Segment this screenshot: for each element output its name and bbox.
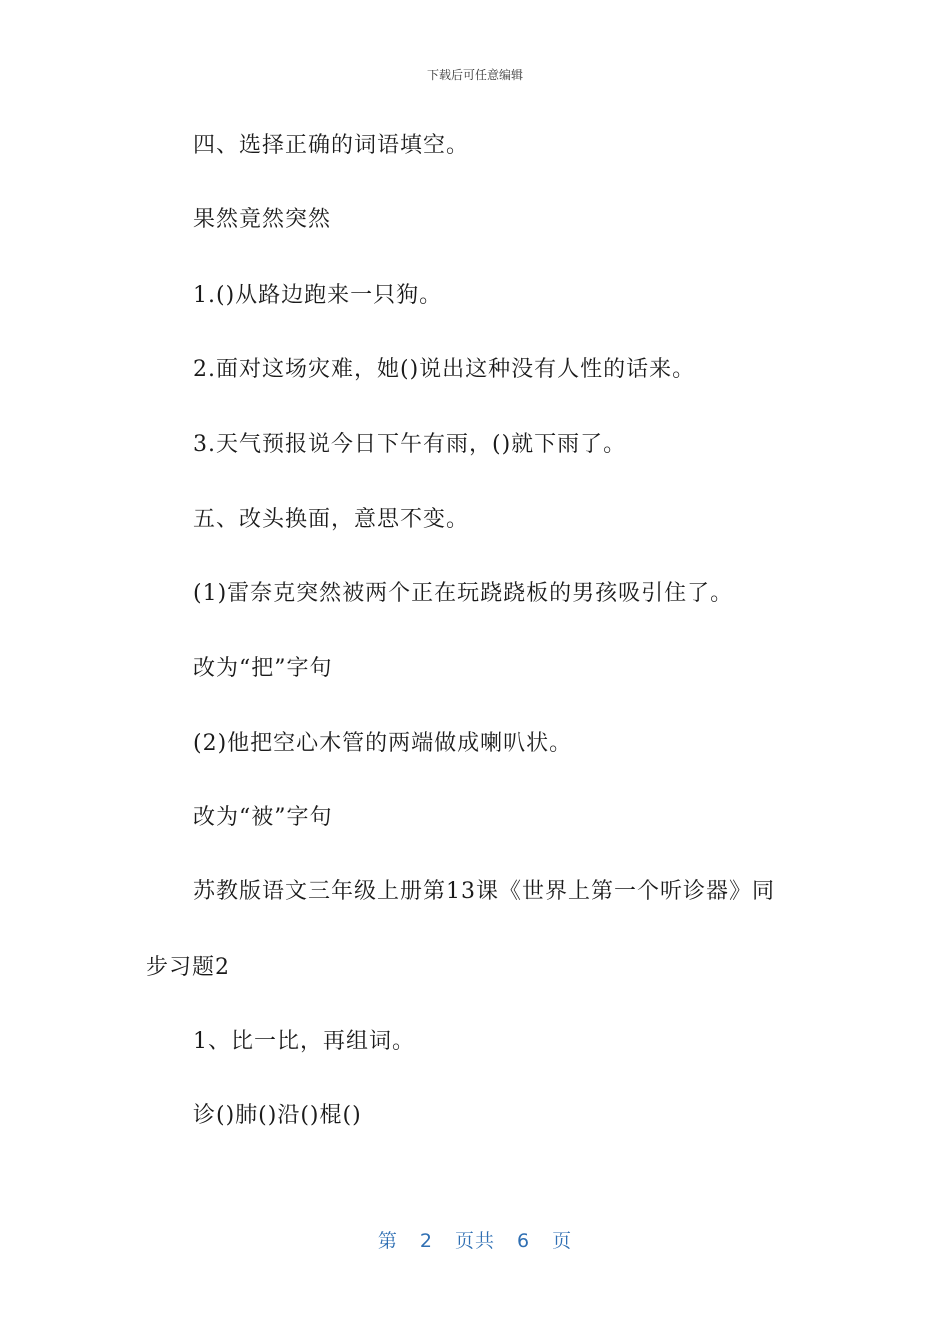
instruction-ba: 改为“把”字句 bbox=[193, 656, 333, 681]
page-mid: 页共 bbox=[454, 1230, 495, 1252]
question-2: 2.面对这场灾难，她()说出这种没有人性的话来。 bbox=[193, 357, 696, 382]
page-total: 6 bbox=[517, 1230, 531, 1252]
exercise-1-heading: 1、比一比，再组词。 bbox=[193, 1029, 415, 1054]
section-heading-4: 四、选择正确的词语填空。 bbox=[193, 133, 470, 158]
word-options: 果然竟然突然 bbox=[193, 207, 332, 232]
page-suffix: 页 bbox=[552, 1230, 573, 1252]
lesson-title-continued: 步习题2 bbox=[146, 955, 230, 980]
lesson-title: 苏教版语文三年级上册第13课《世界上第一个听诊器》同 bbox=[193, 879, 775, 904]
instruction-bei: 改为“被”字句 bbox=[193, 805, 333, 830]
question-3: 3.天气预报说今日下午有雨，()就下雨了。 bbox=[193, 432, 627, 457]
section-heading-5: 五、改头换面，意思不变。 bbox=[193, 507, 470, 532]
sentence-1: (1)雷奈克突然被两个正在玩跷跷板的男孩吸引住了。 bbox=[193, 581, 734, 606]
exercise-1-words: 诊()肺()沿()棍() bbox=[193, 1103, 362, 1128]
page-indicator bbox=[0, 1226, 950, 1253]
page-current: 2 bbox=[419, 1230, 433, 1252]
sentence-2: (2)他把空心木管的两端做成喇叭状。 bbox=[193, 731, 573, 756]
page-prefix: 第 bbox=[377, 1230, 398, 1252]
question-1: 1.()从路边跑来一只狗。 bbox=[193, 283, 443, 308]
header-note: 下载后可任意编辑 bbox=[426, 68, 523, 82]
